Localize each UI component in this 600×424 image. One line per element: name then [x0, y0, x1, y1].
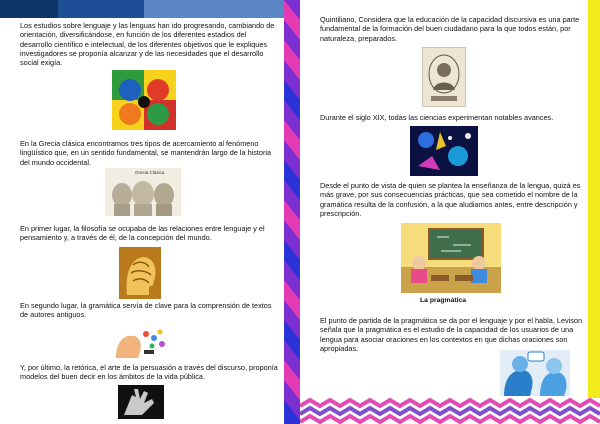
band-segment — [58, 0, 144, 18]
paragraph-ensenanza: Desde el punto de vista de quien se plantea la enseñanza de la lengua, quizá es más grave, por sus consecuencias prácticas, que sea cometido el nombre de la gramática resulta de la confusión, a la que aludiamos antes, entre descripción y prescripción. — [320, 181, 581, 218]
science-advances-image — [410, 126, 478, 176]
hands-icon — [118, 385, 164, 419]
paragraph-grecia: En la Grecia clásica encontramos tres tipos de acercamiento al fenómeno lingüístico que, en un sentido fundamental, se mantendrán largo de la historia del mundo occidental. — [20, 139, 272, 167]
heads-thinking-image — [112, 70, 176, 130]
band-segment — [0, 0, 58, 18]
bottom-chevron-border — [300, 398, 600, 424]
divider-stripes-icon — [284, 0, 300, 424]
greek-busts-icon — [105, 168, 181, 216]
classroom-pragmatica-image — [401, 223, 501, 293]
center-divider-pattern — [284, 0, 300, 424]
paragraph-quintiliano: Quintiliano, Considera que la educación de la capacidad discursiva es una parte fundamental de la formación del buen ciudadano para la que todos están, por naturaleza, preparados. — [320, 15, 580, 43]
greek-busts-image — [105, 168, 181, 216]
quintiliano-portrait-image — [422, 47, 466, 107]
greek-busts-caption: Grecia Clásica — [135, 170, 165, 175]
conversation-icon — [500, 350, 570, 396]
portrait-engraving-icon — [423, 48, 465, 106]
paragraph-levison: El punto de partida de la pragmática se da por el lenguaje y por el habla, Levison señala que la pragmática es el estudio de la capacidad de los usuarios de una lengua para asociar oraciones en los contextos en que dichas oraciones son apropiadas. — [320, 316, 583, 353]
paragraph-siglo-xix: Durante el siglo XIX, todas las ciencias experimentan notables avances. — [320, 113, 554, 122]
pragmatica-caption: La pragmática — [420, 297, 467, 304]
paragraph-gramatica: En segundo lugar, la gramática servía de clave para la comprensión de textos de autores antiguos. — [20, 301, 272, 320]
paragraph-intro: Los estudios sobre lenguaje y las lenguas han ido progresando, cambiando de orientación, diversificándose, en función de los diferentes estadios del desarrollo científico e intelectual, de los diferentes objetivos que le expliques investigadores se proponía alcanzar y de las necesidades que el desarrollo social exigía. — [20, 21, 275, 68]
chevron-pattern-icon — [300, 398, 600, 424]
science-collage-icon — [410, 126, 478, 176]
top-color-band — [0, 0, 290, 18]
band-segment — [144, 0, 290, 18]
paragraph-retorica: Y, por último, la retórica, el arte de la persuasión a través del discurso, proponía modelos del buen decir en los ámbitos de la vida pública. — [20, 363, 278, 382]
right-yellow-edge — [588, 0, 600, 424]
right-page — [300, 0, 600, 424]
conversation-image — [500, 350, 570, 396]
speech-ideas-icon — [112, 324, 170, 360]
hands-image — [118, 385, 164, 419]
paragraph-filosofia: En primer lugar, la filosofía se ocupaba de las relaciones entre lenguaje y el pensamiento y, a través de él, de la concepción del mundo. — [20, 224, 265, 243]
speech-ideas-image — [112, 324, 170, 360]
left-page — [0, 0, 290, 424]
head-brain-image — [119, 247, 161, 299]
classroom-icon — [401, 223, 501, 293]
heads-thinking-icon — [112, 70, 176, 130]
head-brain-icon — [119, 247, 161, 299]
